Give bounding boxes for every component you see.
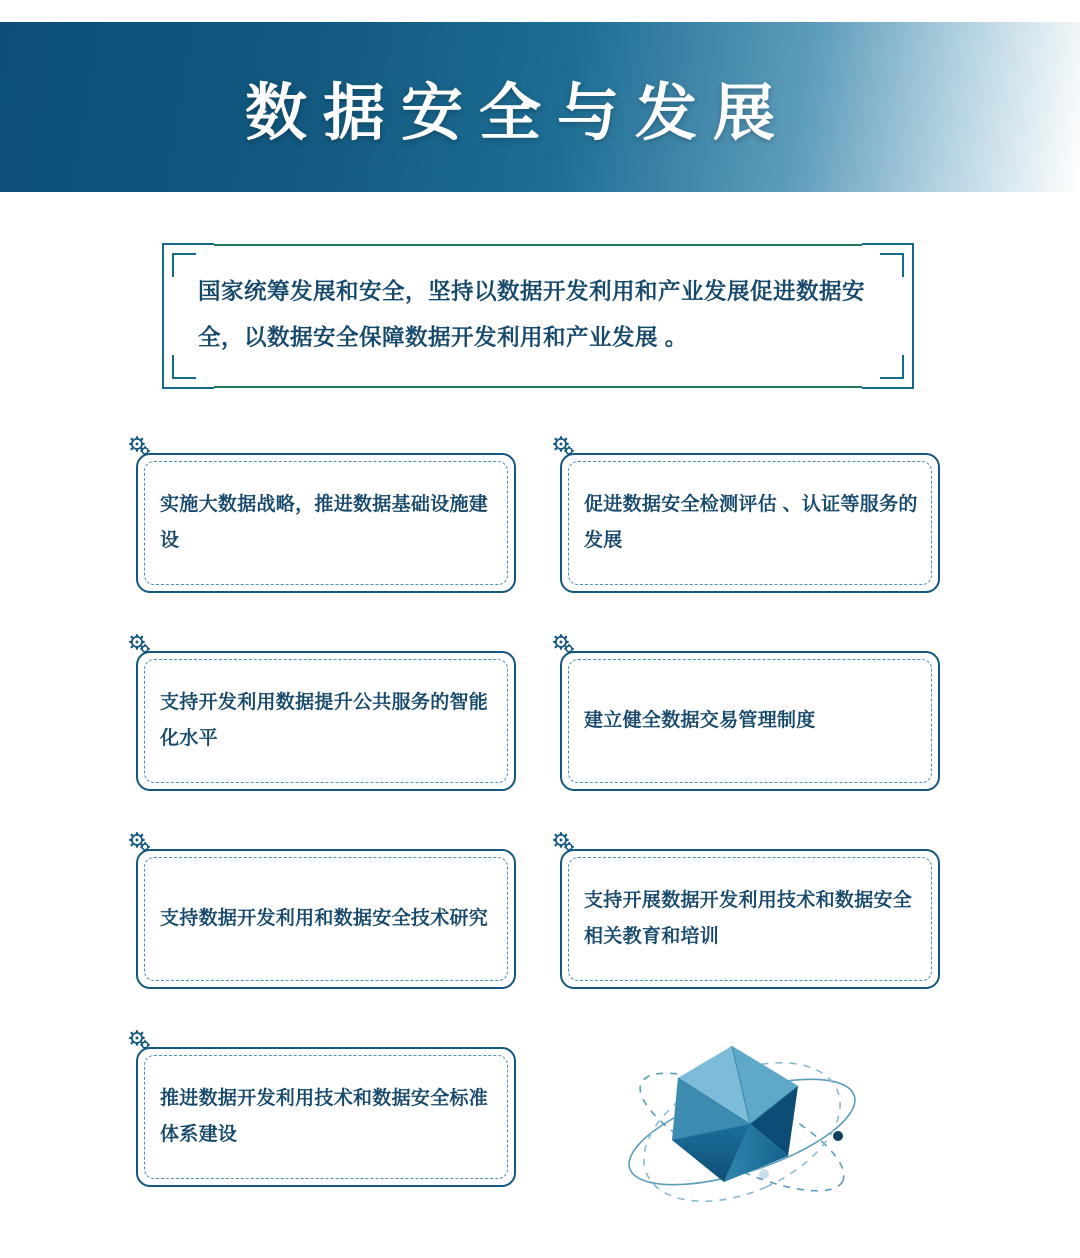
card-1[interactable] [136,453,516,593]
card-container-2 [552,435,952,633]
card-container-6 [552,831,952,1029]
statement-box-bottom-accent-line [214,386,862,388]
card-5-text: 支持数据开发利用和数据安全技术研究 [160,908,489,929]
card-container-3 [128,633,528,831]
card-container-4 [552,633,952,831]
statement-corner-top-left [172,253,196,277]
card-1-text: 实施大数据战略，推进数据基础设施建设 [160,494,489,551]
card-7[interactable] [136,1047,516,1187]
card-4-text: 建立健全数据交易管理制度 [584,710,816,731]
polyhedron-orbit-illustration [612,1028,872,1228]
card-6-text: 支持开展数据开发利用技术和数据安全相关教育和培训 [584,890,913,947]
card-container-5 [128,831,528,1029]
card-4[interactable] [560,651,940,791]
orbit-node-right [833,1131,843,1141]
card-7-text: 推进数据开发利用技术和数据安全标准体系建设 [160,1088,489,1145]
page-title: 数据安全与发展 [244,75,791,149]
statement-corner-bottom-left [172,355,196,379]
card-2[interactable] [560,453,940,593]
card-2-text: 促进数据安全检测评估 、认证等服务的发展 [584,494,918,551]
card-6[interactable] [560,849,940,989]
card-container-1 [128,435,528,633]
orbit-node-bottom [759,1169,769,1179]
statement-box-top-accent-line [214,244,862,246]
card-container-7 [128,1029,528,1227]
statement-text: 国家统筹发展和安全，坚持以数据开发利用和产业发展促进数据安全，以数据安全保障数据开发利用和产业发展 。 [198,279,866,350]
card-3-text: 支持开发利用数据提升公共服务的智能化水平 [160,692,489,749]
card-5[interactable] [136,849,516,989]
statement-box [162,243,914,389]
page-header-banner [0,22,1080,192]
card-3[interactable] [136,651,516,791]
